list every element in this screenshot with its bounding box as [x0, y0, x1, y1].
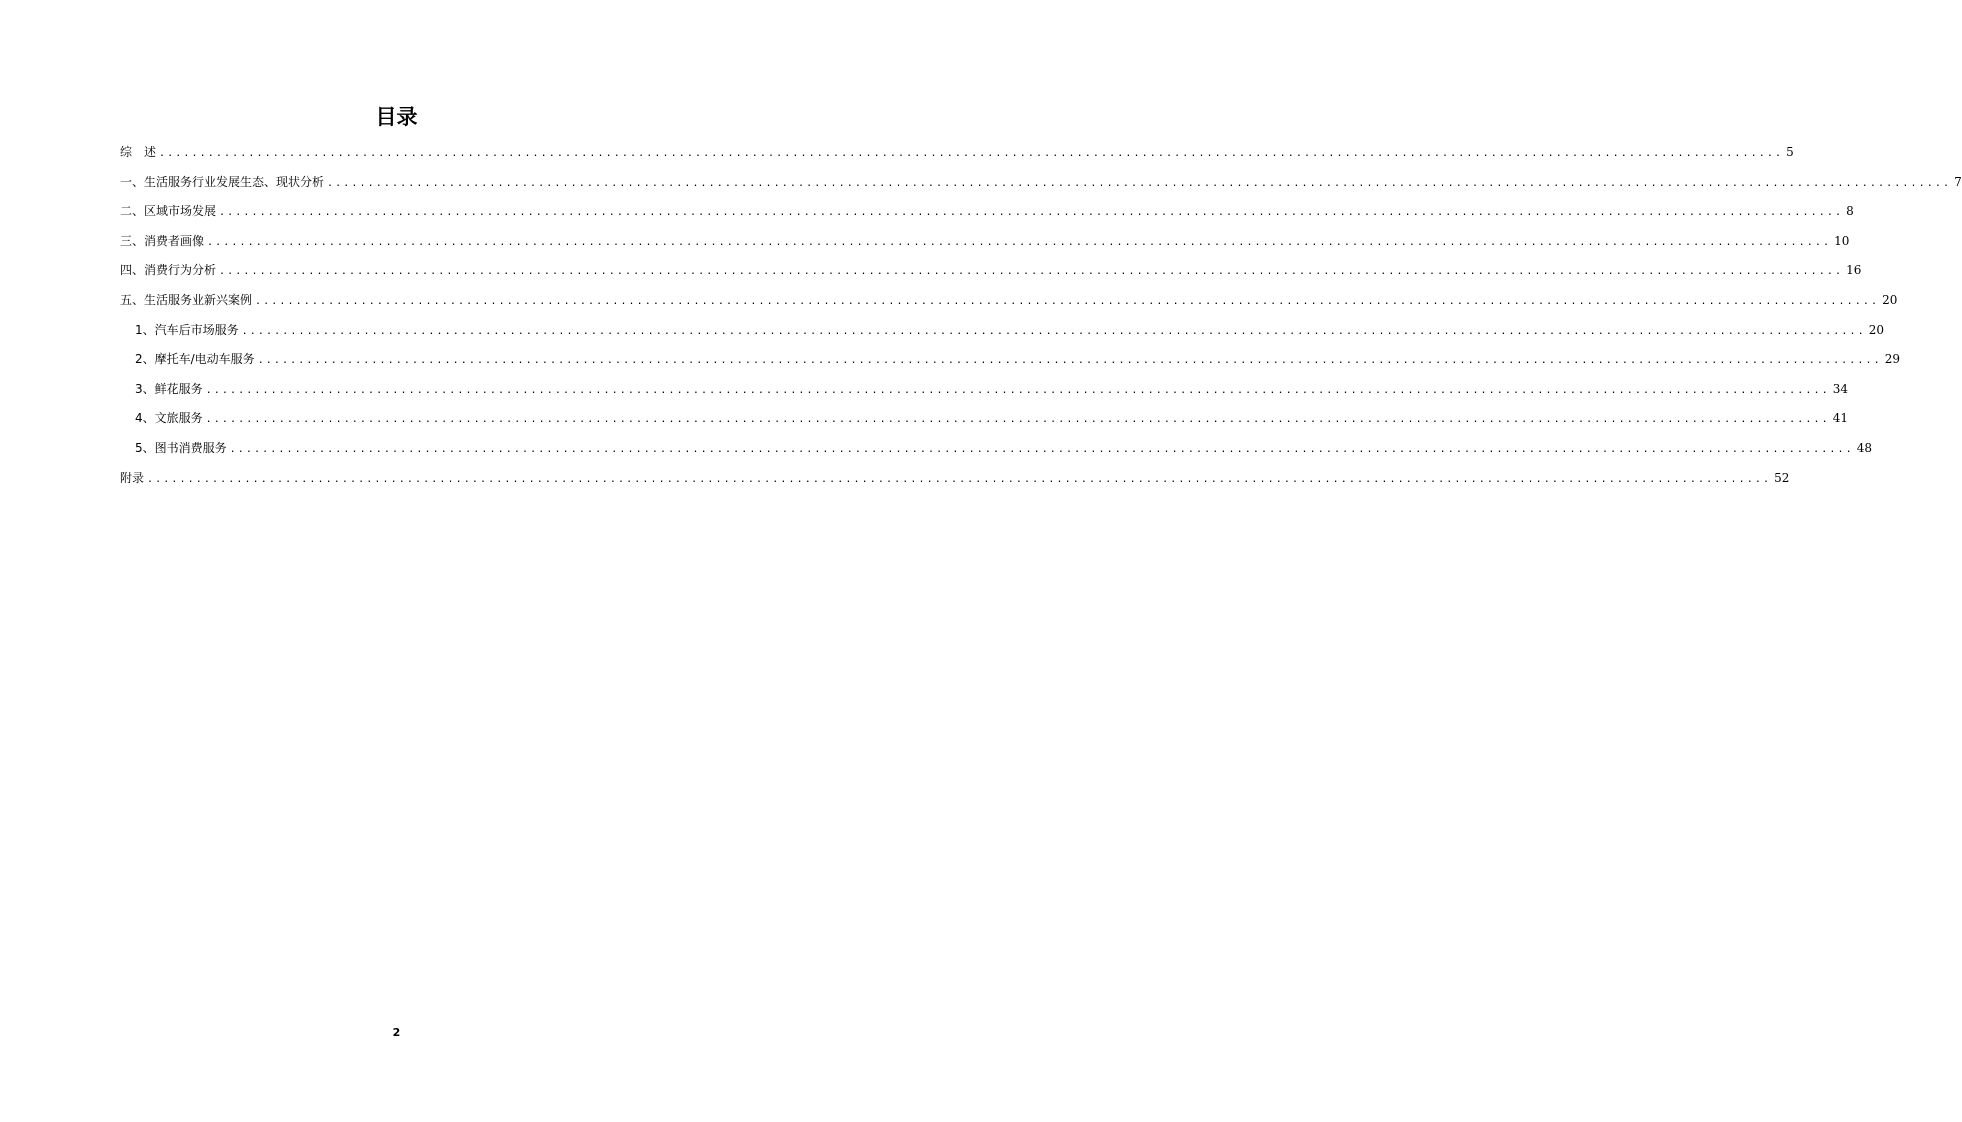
toc-entry-label: 三、消费者画像	[120, 233, 205, 248]
toc-leader-dots: ........................................................................................................................................................................................................	[257, 355, 1882, 367]
toc-entry-page: 20	[1882, 292, 1898, 307]
toc-entry-page: 10	[1834, 233, 1850, 248]
toc-leader-dots: ........................................................................................................................................................................................................	[219, 207, 1844, 219]
toc-leader-dots: ........................................................................................................................................................................................................	[229, 443, 1854, 455]
toc-leader-dots: ........................................................................................................................................................................................................	[207, 236, 1832, 248]
toc-entry-section-3[interactable]	[120, 227, 1850, 257]
toc-entry-label: 附录	[120, 470, 145, 485]
toc-entry-section-1[interactable]	[120, 168, 1962, 198]
toc-entry-label: 2、摩托车/电动车服务	[135, 352, 255, 367]
toc-entry-page: 16	[1846, 263, 1862, 278]
toc-leader-dots: ........................................................................................................................................................................................................	[159, 148, 1784, 159]
toc-leader-dots: ........................................................................................................................................................................................................	[327, 177, 1952, 189]
toc-entry-section-2[interactable]	[120, 197, 1854, 227]
toc-entry-page: 48	[1856, 440, 1873, 455]
toc-entry-label: 1、汽车后市场服务	[135, 322, 239, 337]
toc-leader-dots: ........................................................................................................................................................................................................	[147, 473, 1772, 485]
toc-entry-page: 52	[1774, 470, 1790, 485]
toc-entry-page: 29	[1884, 352, 1901, 367]
toc-entry-appendix[interactable]	[120, 464, 1790, 494]
toc-entry-page: 5	[1786, 145, 1794, 159]
page-number: 2	[392, 1026, 401, 1039]
toc-entry-section-5[interactable]	[120, 286, 1898, 316]
toc-entry-label: 综 述	[120, 145, 157, 159]
toc-entry-label: 四、消费行为分析	[120, 263, 217, 278]
toc-entry-page: 34	[1832, 381, 1849, 396]
toc-entry-page: 20	[1868, 322, 1885, 337]
toc-entry-label: 4、文旅服务	[135, 411, 203, 426]
toc-entry-subsection-3[interactable]	[120, 375, 1849, 405]
toc-entry-subsection-2[interactable]	[120, 345, 1901, 375]
toc-leader-dots: ........................................................................................................................................................................................................	[241, 325, 1866, 337]
toc-leader-dots: ........................................................................................................................................................................................................	[205, 384, 1830, 396]
toc-entry-subsection-4[interactable]	[120, 404, 1849, 434]
toc-entry-label: 五、生活服务业新兴案例	[120, 292, 253, 307]
toc-entry-subsection-5[interactable]	[120, 434, 1873, 464]
toc-entry-subsection-1[interactable]	[120, 316, 1885, 346]
toc-entry-label: 二、区域市场发展	[120, 204, 217, 219]
toc-entry-page: 41	[1832, 411, 1849, 426]
toc-entry-summary[interactable]	[120, 138, 1794, 168]
toc-entry-label: 一、生活服务行业发展生态、现状分析	[120, 174, 325, 189]
toc-leader-dots: ........................................................................................................................................................................................................	[255, 295, 1880, 307]
toc-entry-page: 8	[1846, 204, 1854, 219]
toc-entry-label: 5、图书消费服务	[135, 440, 227, 455]
toc-entry-label: 3、鲜花服务	[135, 381, 203, 396]
toc-title: 目录	[375, 105, 418, 129]
toc-leader-dots: ........................................................................................................................................................................................................	[205, 414, 1830, 426]
toc-entry-section-4[interactable]	[120, 256, 1862, 286]
toc-leader-dots: ........................................................................................................................................................................................................	[219, 266, 1844, 278]
toc-list	[120, 138, 1962, 493]
toc-entry-page: 7	[1954, 174, 1962, 189]
